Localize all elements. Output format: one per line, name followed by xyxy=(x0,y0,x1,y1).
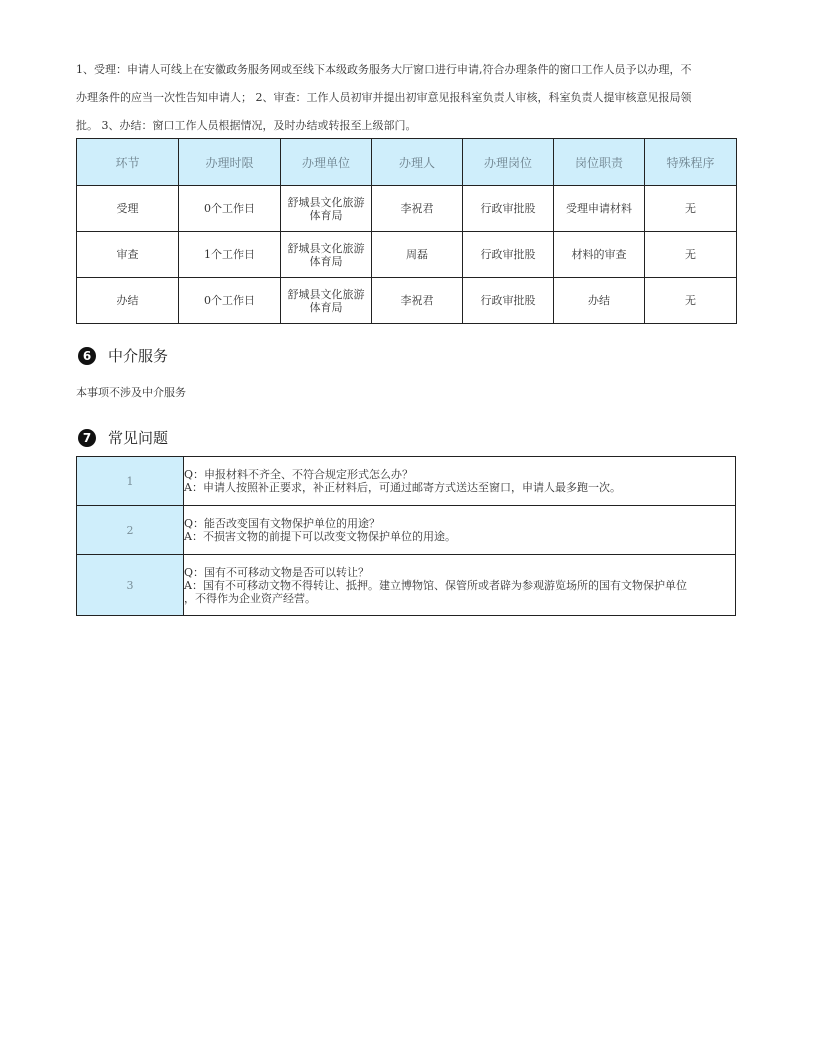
table-cell: 办结 xyxy=(77,278,179,324)
table-cell: 无 xyxy=(645,186,737,232)
faq-answer: ，不得作为企业资产经营。 xyxy=(184,591,316,605)
faq-index: 1 xyxy=(77,457,184,506)
faq-index: 3 xyxy=(77,555,184,616)
table-cell: 0个工作日 xyxy=(179,186,281,232)
agency-note: 本事项不涉及中介服务 xyxy=(76,386,186,399)
table-cell: 审查 xyxy=(77,232,179,278)
faq-question: Q：国有不可移动文物是否可以转让？ xyxy=(184,565,370,579)
number-6-icon: 6 xyxy=(78,347,96,365)
faq-answer: A：国有不可移动文物不得转让、抵押。建立博物馆、保管所或者辟为参观游览场所的国有文物保护单位 xyxy=(184,578,687,592)
intro-paragraph xyxy=(76,56,746,140)
section-title: 中介服务 xyxy=(108,347,169,365)
intro-line: 批。 3、办结：窗口工作人员根据情况，及时办结或转报至上级部门。 xyxy=(76,119,417,132)
table-cell: 无 xyxy=(645,232,737,278)
intro-line: 1、受理：申请人可线上在安徽政务服务网或至线下本级政务服务大厅窗口进行申请,符合办理条件的窗口工作人员予以办理，不 xyxy=(76,63,692,76)
table-cell: 行政审批股 xyxy=(463,186,554,232)
header-cell: 办理单位 xyxy=(281,139,372,186)
faq-question: Q：申报材料不齐全、不符合规定形式怎么办？ xyxy=(184,468,414,481)
section-title: 常见问题 xyxy=(108,429,169,447)
section-heading-faq xyxy=(78,427,168,448)
table-cell: 李祝君 xyxy=(372,186,463,232)
faq-answer: A：申请人按照补正要求，补正材料后，可通过邮寄方式送达至窗口，申请人最多跑一次。 xyxy=(184,481,621,494)
intro-line: 办理条件的应当一次性告知申请人； 2、审查：工作人员初审并提出初审意见报科室负责人审核，科室负责人提审核意见报局领 xyxy=(76,91,692,104)
faq-table xyxy=(76,456,736,616)
faq-answer: A：不损害文物的前提下可以改变文物保护单位的用途。 xyxy=(184,530,456,543)
faq-question: Q：能否改变国有文物保护单位的用途？ xyxy=(184,517,381,530)
faq-qa xyxy=(184,457,736,506)
table-cell: 无 xyxy=(645,278,737,324)
faq-index: 2 xyxy=(77,506,184,555)
table-cell: 材料的审查 xyxy=(554,232,645,278)
faq-qa xyxy=(184,555,736,616)
table-cell: 舒城县文化旅游体育局 xyxy=(281,186,372,232)
table-cell: 1个工作日 xyxy=(179,232,281,278)
table-cell: 0个工作日 xyxy=(179,278,281,324)
table-row xyxy=(77,186,737,232)
table-row xyxy=(77,232,737,278)
table-row xyxy=(77,506,736,555)
header-cell: 办理时限 xyxy=(179,139,281,186)
table-cell: 李祝君 xyxy=(372,278,463,324)
table-cell: 受理申请材料 xyxy=(554,186,645,232)
table-cell: 办结 xyxy=(554,278,645,324)
table-row xyxy=(77,278,737,324)
header-cell: 岗位职责 xyxy=(554,139,645,186)
table-cell: 受理 xyxy=(77,186,179,232)
table-cell: 行政审批股 xyxy=(463,232,554,278)
header-cell: 办理人 xyxy=(372,139,463,186)
number-7-icon: 7 xyxy=(78,429,96,447)
header-cell: 办理岗位 xyxy=(463,139,554,186)
table-row xyxy=(77,555,736,616)
process-table xyxy=(76,138,737,324)
table-cell: 舒城县文化旅游体育局 xyxy=(281,232,372,278)
table-cell: 舒城县文化旅游体育局 xyxy=(281,278,372,324)
process-table-header xyxy=(77,139,737,186)
header-cell: 环节 xyxy=(77,139,179,186)
faq-qa xyxy=(184,506,736,555)
section-heading-agency xyxy=(78,345,168,366)
table-cell: 周磊 xyxy=(372,232,463,278)
header-cell: 特殊程序 xyxy=(645,139,737,186)
table-row xyxy=(77,457,736,506)
table-cell: 行政审批股 xyxy=(463,278,554,324)
